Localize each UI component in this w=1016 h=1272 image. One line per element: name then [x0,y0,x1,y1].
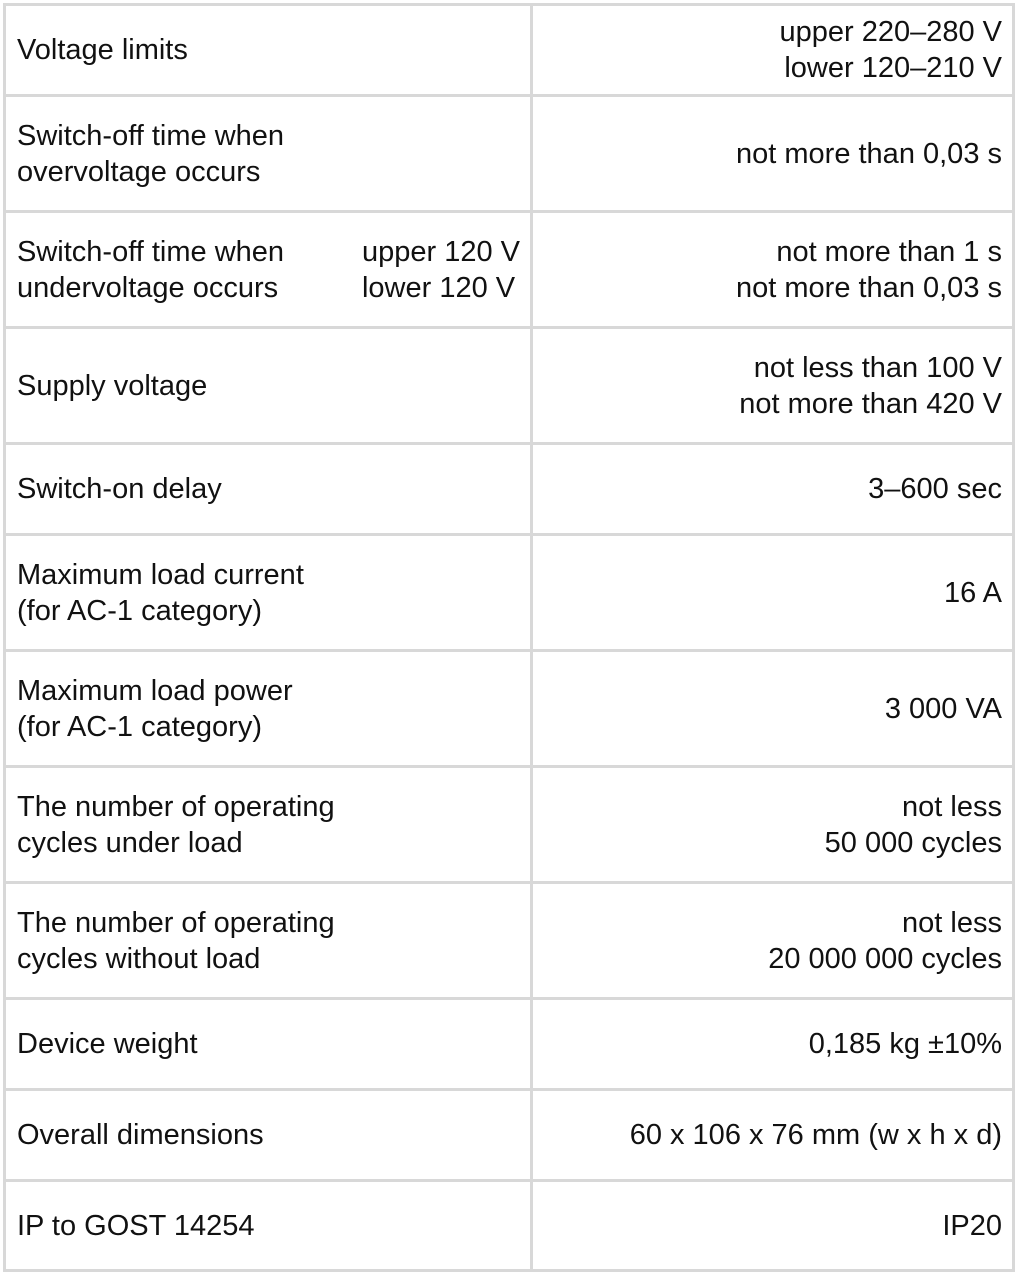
param-text: The number of operating [17,790,335,823]
param-text: Voltage limits [17,34,188,66]
value-cell [532,767,1014,883]
value-text: not more than 0,03 s [736,137,1002,170]
param-text: cycles under load [17,826,243,859]
value-text: 50 000 cycles [824,826,1002,859]
value-text: 0,185 kg ±10% [808,1028,1002,1060]
value-cell [532,96,1014,212]
param-sub [362,234,520,306]
param-text: Switch-off time when [17,235,285,268]
value-text: not more than 0,03 s [736,271,1002,304]
value-cell [532,883,1014,999]
param-cell [5,328,532,444]
value-text: 60 x 106 x 76 mm (w x h x d) [629,1119,1002,1151]
param-text: (for AC-1 category) [17,594,262,627]
param-text: Device weight [17,1028,198,1060]
param-cell [5,883,532,999]
value-cell [532,535,1014,651]
value-text: lower 120–210 V [784,52,1002,84]
value-cell [532,651,1014,767]
param-cell [5,767,532,883]
value-text: 16 A [943,576,1002,609]
param-cell [5,96,532,212]
value-cell [532,444,1014,535]
table-row [5,5,1014,96]
param-text: cycles without load [17,942,261,975]
param-cell [5,999,532,1090]
table-row [5,1090,1014,1181]
value-cell [532,5,1014,96]
table-row [5,444,1014,535]
table-row [5,96,1014,212]
table-row [5,999,1014,1090]
param-split [17,234,520,306]
value-text: 3–600 sec [868,473,1002,505]
param-text: Supply voltage [17,369,208,402]
param-cell [5,1090,532,1181]
param-cell [5,1181,532,1271]
table-row [5,651,1014,767]
table-row [5,883,1014,999]
subparam-text: lower 120 V [361,271,516,304]
param-cell [5,444,532,535]
value-text: 20 000 000 cycles [768,942,1002,975]
param-main [17,234,284,306]
param-cell [5,212,532,328]
value-cell [532,212,1014,328]
param-text: (for AC-1 category) [17,710,262,743]
value-text: not less [902,790,1002,823]
table-row [5,212,1014,328]
param-text: Maximum load power [17,674,293,707]
table-row [5,1181,1014,1271]
table-row [5,328,1014,444]
param-text: Overall dimensions [17,1119,264,1151]
value-text: not less [902,906,1002,939]
value-text: 3 000 VA [884,692,1002,725]
subparam-text: upper 120 V [361,235,520,268]
param-text: Maximum load current [17,558,304,591]
param-text: undervoltage occurs [17,271,279,304]
value-cell [532,328,1014,444]
param-text: Switch-on delay [17,473,222,505]
table-row [5,535,1014,651]
value-text: not more than 420 V [739,387,1002,420]
param-text: The number of operating [17,906,335,939]
param-text: IP to GOST 14254 [17,1209,255,1242]
value-text: upper 220–280 V [779,16,1002,48]
value-cell [532,999,1014,1090]
param-text: Switch-off time when [17,119,285,152]
value-cell [532,1090,1014,1181]
value-text: IP20 [942,1209,1002,1242]
table-row [5,767,1014,883]
value-cell [532,1181,1014,1271]
value-text: not more than 1 s [776,235,1002,268]
param-cell [5,651,532,767]
value-text: not less than 100 V [753,351,1002,384]
specifications-table [3,3,1015,1272]
param-cell [5,535,532,651]
param-cell [5,5,532,96]
param-text: overvoltage occurs [17,155,261,188]
